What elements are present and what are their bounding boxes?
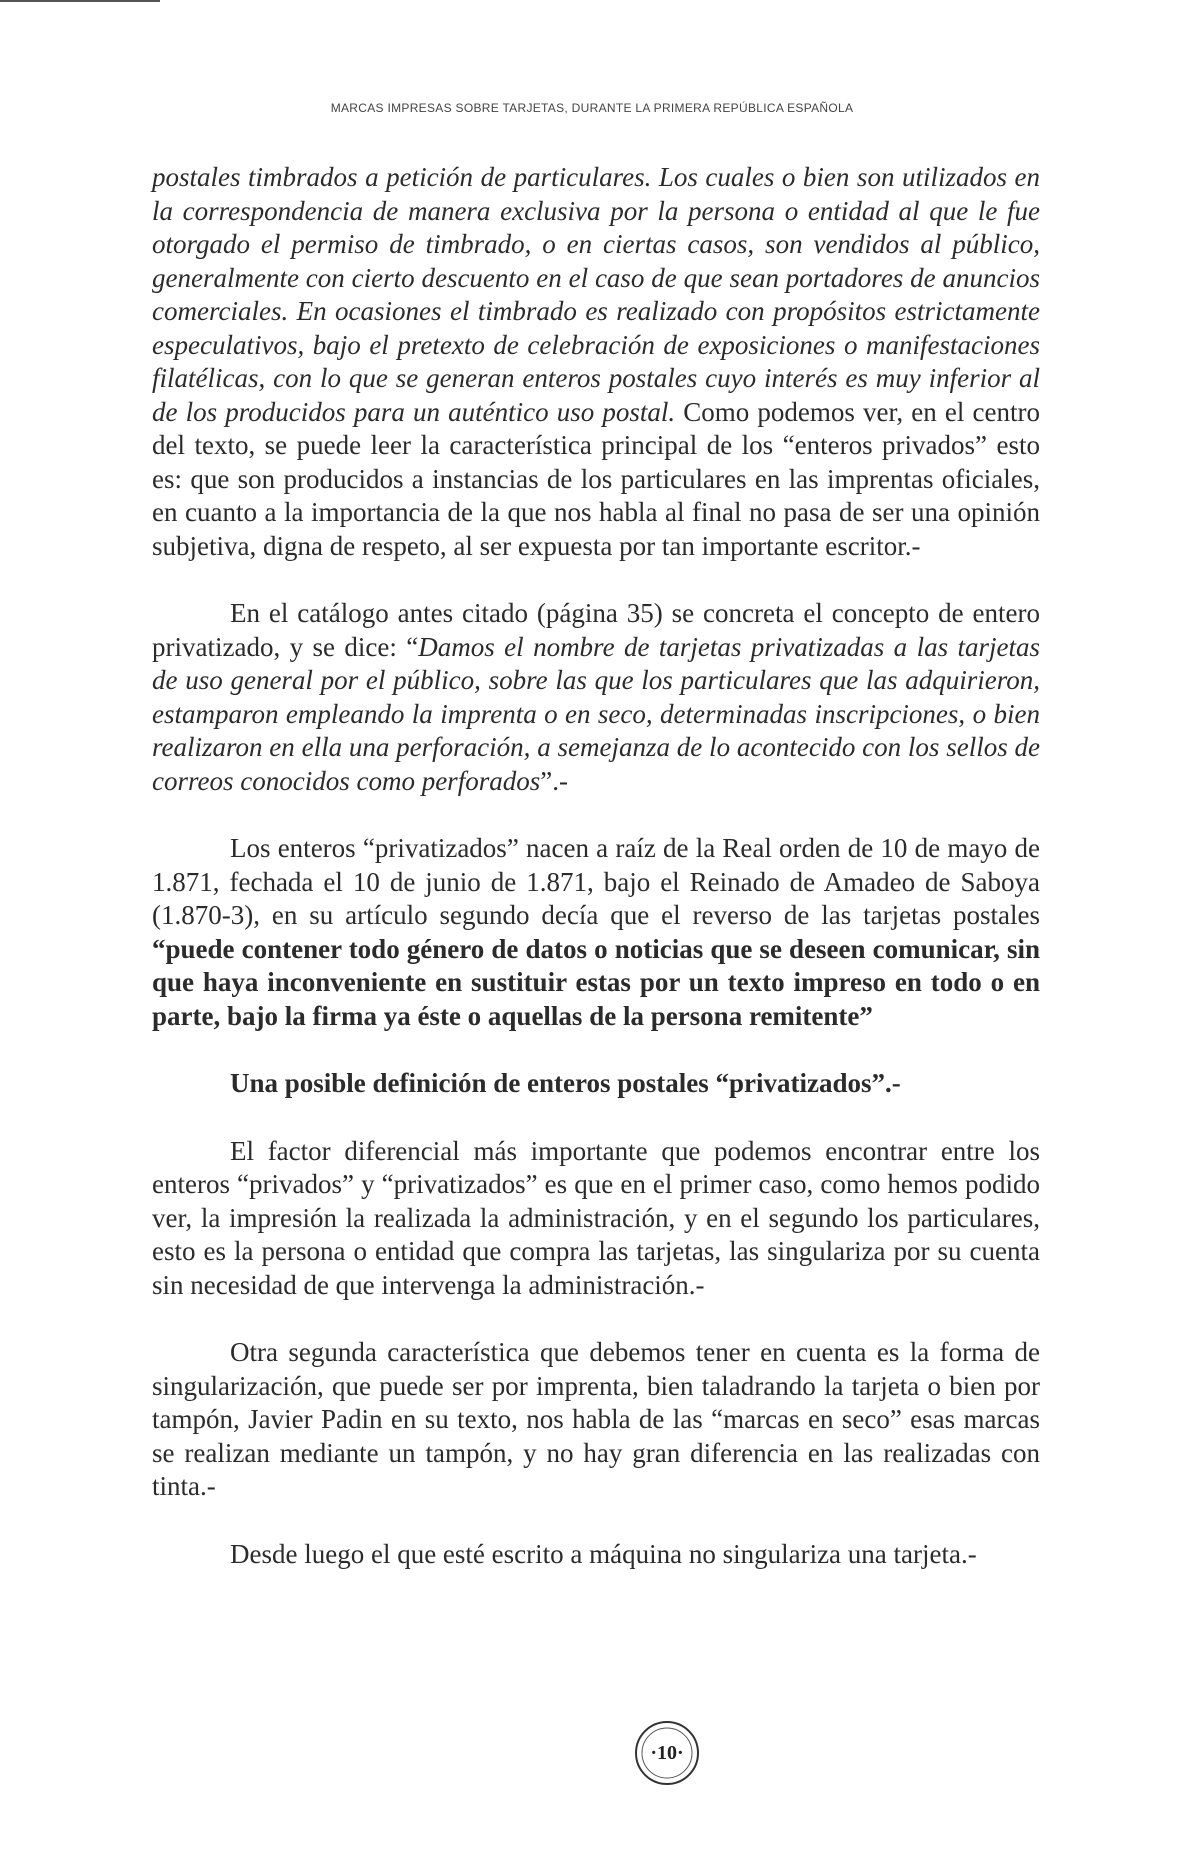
paragraph-2 bbox=[152, 597, 1040, 798]
paragraph-2-end: ”.- bbox=[540, 765, 568, 796]
paragraph-3-roman: Los enteros “privatizados” nacen a raíz de la Real orden de 10 de mayo de 1.871, fechada el 10 de junio de 1.871, bajo el Reinado de Amadeo de Saboya (1.870-3), en su artículo segundo decía que el reverso de las tarjetas postales bbox=[152, 833, 1040, 930]
page-body bbox=[152, 161, 1040, 1571]
paragraph-2-roman: En el catálogo antes citado (página 35) se concreta el concepto de entero privatizado, y se dice: “ bbox=[152, 598, 1040, 662]
paragraph-4: El factor diferencial más importante que podemos encontrar entre los enteros “privados” y “privatizados” es que en el primer caso, como hemos podido ver, la impresión la realizada la administración, y en el segundo los particulares, esto es la persona o entidad que compra las tarjetas, las singulariza por su cuenta sin necesidad de que intervenga la administración.- bbox=[152, 1135, 1040, 1300]
paragraph-3 bbox=[152, 832, 1040, 1033]
page-number-label: ·10· bbox=[650, 1741, 684, 1764]
paragraph-6: Desde luego el que esté escrito a máquina no singulariza una tarjeta.- bbox=[230, 1538, 977, 1569]
section-heading: Una posible definición de enteros postales “privatizados”.- bbox=[230, 1068, 901, 1098]
running-head: MARCAS IMPRESAS SOBRE TARJETAS, DURANTE LA PRIMERA REPÚBLICA ESPAÑOLA bbox=[330, 101, 854, 115]
paragraph-1 bbox=[152, 161, 1040, 563]
paragraph-1-roman: Como podemos ver, en el centro del texto, se puede leer la característica principal de los “enteros privados” esto es: que son producidos a instancias de los particulares en las imprentas oficiales, en cuanto a la importancia de la que nos habla al final no pasa de ser una opinión subjetiva, digna de respeto, al ser expuesta por tan importante escritor.- bbox=[152, 396, 1040, 561]
top-rule bbox=[0, 0, 160, 2]
paragraph-2-quote: Damos el nombre de tarjetas privatizadas a las tarjetas de uso general por el público, sobre las que los particulares que las adquirieron, estamparon empleando la imprenta o en seco, determinadas inscripciones, o bien realizaron en ella una perforación, a semejanza de lo acontecido con los sellos de correos conocidos como perforados bbox=[152, 631, 1040, 796]
page-number bbox=[632, 1718, 702, 1788]
paragraph-3-bold-quote: “puede contener todo género de datos o noticias que se deseen comunicar, sin que haya inconveniente en sustituir estas por un texto impreso en todo o en parte, bajo la firma ya éste o aquellas de la persona remitente” bbox=[152, 933, 1040, 1031]
paragraph-5: Otra segunda característica que debemos tener en cuenta es la forma de singularización, que puede ser por imprenta, bien taladrando la tarjeta o bien por tampón, Javier Padin en su texto, nos habla de las “marcas en seco” esas marcas se realizan mediante un tampón, y no hay gran diferencia en las realizadas con tinta.- bbox=[152, 1337, 1040, 1501]
paragraph-1-italic: postales timbrados a petición de particulares. Los cuales o bien son utilizados en la correspondencia de manera exclusiva por la persona o entidad al que le fue otorgado el permiso de timbrado, o en ciertas casos, son vendidos al público, generalmente con cierto descuento en el caso de que sean portadores de anuncios comerciales. En ocasiones el timbrado es realizado con propósitos estrictamente especulativos, bajo el pretexto de celebración de exposiciones o manifestaciones filatélicas, con lo que se generan enteros postales cuyo interés es muy inferior al de los producidos para un auténtico uso postal. bbox=[152, 162, 1040, 427]
